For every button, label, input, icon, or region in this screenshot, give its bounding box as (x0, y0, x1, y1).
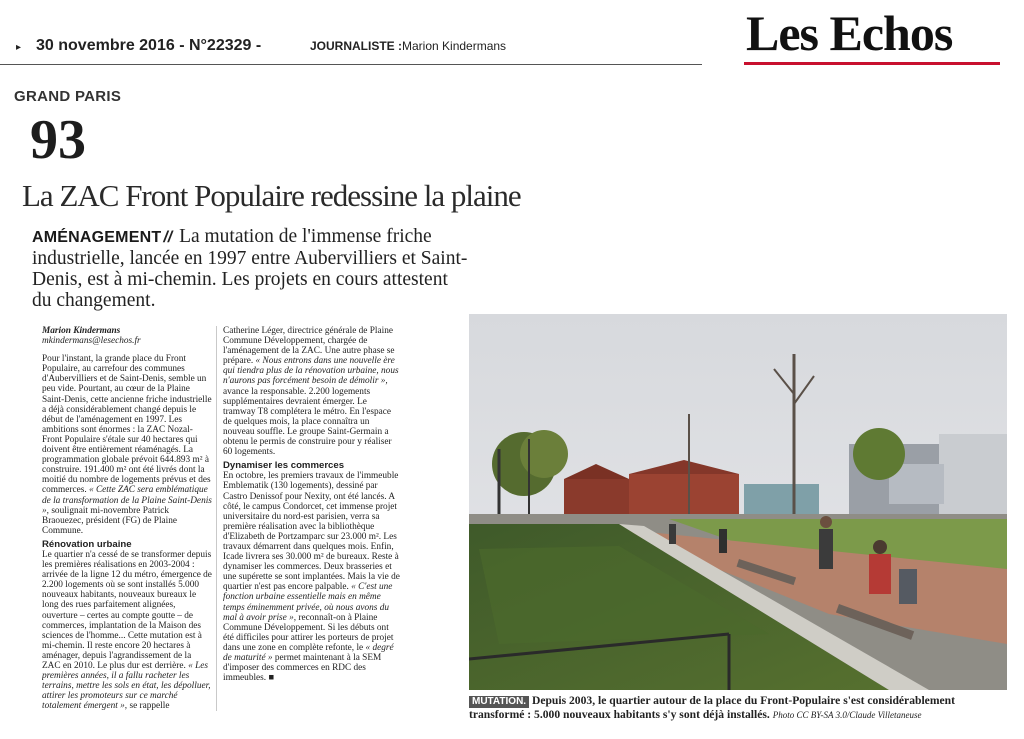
quote: « Cette ZAC sera emblématique de la transformation de la Plaine Saint-Denis », (42, 485, 212, 516)
byline: Marion Kindermans (42, 326, 121, 336)
quote: « Nous entrons dans une nouvelle ère qui tiendra plus de la rénovation urbaine, nous n'aurons pas forcément besoin de démolir », (223, 356, 399, 387)
paragraph (223, 471, 401, 683)
column-divider (216, 326, 217, 711)
subheading: Rénovation urbaine (42, 538, 132, 550)
journalist-credit (310, 39, 506, 53)
department-number: 93 (30, 109, 86, 171)
article-column-2 (223, 326, 401, 716)
quote: « C'est une fonction urbaine essentielle mais en même temps éminemment privée, où nous avons du mal à avoir prise », (223, 582, 393, 623)
quote: « Les premières années, il a fallu racheter les terrains, mettre les sols en état, les dépolluer, attirer les promoteurs sur ce marché totalement émergent », (42, 661, 211, 712)
article-photo (469, 314, 1007, 690)
journalist-name: Marion Kindermans (402, 39, 507, 53)
text-run: reconnaît-on à Plaine Commune Développement. Si les débuts ont été difficiles pour attirer les porteurs de projet dans une zone en complète refonte, le (223, 612, 394, 653)
article-lead (32, 226, 472, 311)
kicker-separator: // (163, 229, 173, 246)
caption-text: Depuis 2003, le quartier autour de la place du Front-Populaire s'est considérablement transformé : 5.000 nouveaux habitants s'y sont déjà installés. (469, 694, 955, 721)
end-mark: ■ (268, 673, 275, 684)
text-run: Le quartier n'a cessé de se transformer depuis les premières réalisations en 2003-2004 : arrivée de la ligne 12 du métro, émergence de 2.200 logements où se sont installés 5.000 nouveaux habitants, nouveaux bureaux le long des rues parfaitement alignées, ouverture – certes au compte goutte – de commerces, implantation de la Maison des sciences de l'homme... Cette mutation est à mi-chemin. Il reste encore 20 hectares à aménager, depuis l'agrandissement de la ZAC en 2010. Le plus dur est derrière. (42, 549, 212, 671)
lead-text: La mutation de l'immense friche industrielle, lancée en 1997 entre Aubervilliers et Saint-Denis, est à mi-chemin. Les projets en cours attestent du changement. (32, 226, 468, 311)
kicker: AMÉNAGEMENT (32, 229, 162, 246)
logo-underline (744, 62, 1000, 65)
text-run: permet maintenant à la SEM d'imposer des commerces en RDC des immeubles. (223, 653, 382, 684)
caption-tag: MUTATION. (469, 696, 529, 708)
newspaper-logo: Les Echos (746, 5, 953, 61)
text-run: En octobre, les premiers travaux de l'immeuble Emblematik (130 logements), dessiné par Castro Denissof pour Nexity, ont été lancés. A côté, le campus Condorcet, cet immense projet universitaire du nord-est parisien, verra sa première réalisation avec la bibliothèque d'Elizabeth de Portzamparc sur 23.000 m². Les travaux démarrent dans quelques mois. Enfin, Icade livrera ses 30.000 m² de bureaux. Reste à dynamiser les commerces. Deux brasseries et une supérette se sont implantées. Mais la vie de quartier n'est pas encore palpable. (223, 471, 400, 593)
photo-credit: Photo CC BY-SA 3.0/Claude Villetaneuse (772, 710, 922, 720)
journalist-label: JOURNALISTE : (310, 39, 403, 53)
text-run: se rappelle (129, 701, 170, 712)
text-run: soulignait mi-novembre Patrick Braouezec, président (FG) de Plaine Commune. (42, 505, 178, 536)
text-run: Pour l'instant, la grande place du Front Populaire, au carrefour des communes d'Aubervilliers et de Saint-Denis, semble un peu vide. Pourtant, au cœur de la Plaine Saint-Denis, cette ancienne friche industrielle a déjà considérablement changé depuis le début de l'aménagement en 1997. Les ambitions sont énormes : la ZAC Nozal-Front Populaire s'étale sur 40 hectares qui doivent être entièrement réaménagés. La programmation globale prévoit 644.893 m² à construire. 191.400 m² ont été livrés dont la moitié du nombre de logements prévus et des commerces. (42, 354, 212, 496)
section-label: GRAND PARIS (14, 88, 122, 105)
paragraph (223, 326, 401, 457)
header-divider (0, 64, 702, 65)
quote: « degré de maturité » (223, 642, 394, 663)
park-scene-image (469, 314, 1007, 690)
text-run: Catherine Léger, directrice générale de Plaine Commune Développement, chargée de l'aménagement de la ZAC. Une autre phase se prépare. (223, 326, 395, 367)
article-headline: La ZAC Front Populaire redessine la plaine (22, 178, 521, 213)
article-column-1 (42, 326, 212, 716)
header-arrow-icon: ▸ (16, 42, 22, 53)
paragraph (42, 354, 212, 536)
author-email: mkindermans@lesechos.fr (42, 336, 141, 347)
issue-date: 30 novembre 2016 - N°22329 - (36, 37, 262, 54)
paragraph (42, 550, 212, 712)
text-run: avance la responsable. 2.200 logements supplémentaires devraient émerger. Le tramway T8 complétera le métro. En l'espace de quelques mois, la place connaîtra un nouveau souffle. Le groupe Saint-Germain a obtenu le permis de construire pour y réaliser 60 logements. (223, 386, 392, 458)
photo-caption (469, 694, 1007, 723)
subheading: Dynamiser les commerces (223, 460, 345, 472)
